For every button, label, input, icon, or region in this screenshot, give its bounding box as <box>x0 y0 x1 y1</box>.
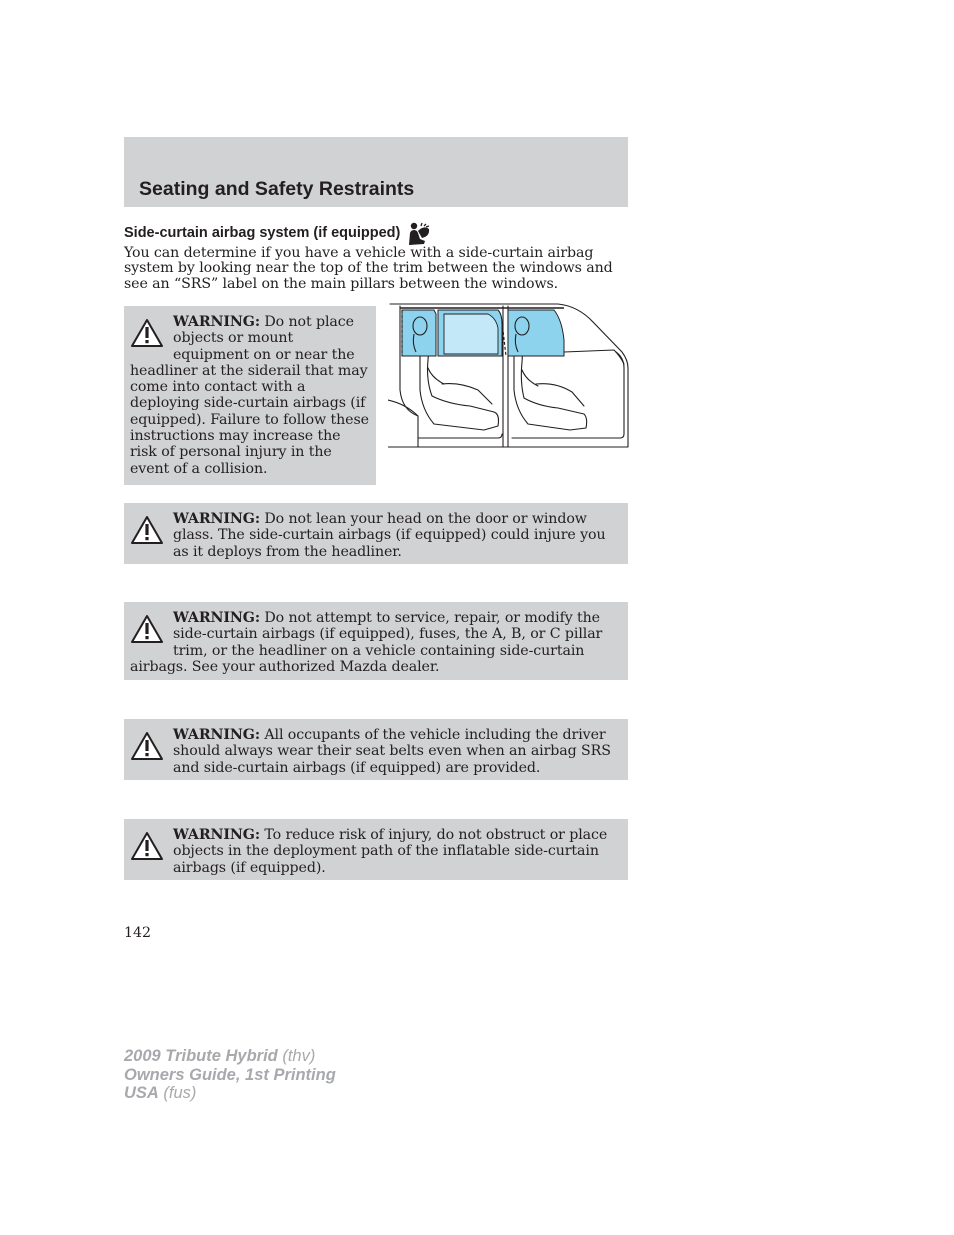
warning-box-4 <box>124 719 628 780</box>
warning-label: WARNING: <box>173 727 260 743</box>
footer-line-1 <box>124 1047 336 1066</box>
footer-line-3 <box>124 1084 336 1103</box>
warning-triangle-icon <box>130 831 164 861</box>
warning-triangle-icon <box>130 515 164 545</box>
warning-text-3 <box>130 610 622 675</box>
header-band <box>124 137 628 207</box>
section-heading <box>124 219 431 247</box>
warning-box-5 <box>124 819 628 880</box>
warning-body: All occupants of the vehicle including the driver should always wear their seat belts even when an airbag SRS and side-curtain airbags (if equipped) are provided. <box>173 727 611 776</box>
airbag-warning-icon <box>405 220 431 246</box>
footer-edition: Owners Guide, 1st Printing <box>124 1065 336 1084</box>
warning-box-2 <box>124 503 628 564</box>
footer-market-code: (fus) <box>158 1084 197 1102</box>
side-curtain-airbag-illustration <box>388 300 630 450</box>
warning-triangle-icon <box>130 318 164 348</box>
document-footer <box>124 1047 336 1103</box>
page-number: 142 <box>124 925 152 941</box>
warning-text-4 <box>130 727 622 776</box>
intro-paragraph: You can determine if you have a vehicle with a side-curtain airbag system by looking near the top of the trim between the windows and see an “SRS” label on the main pillars between the windows. <box>124 245 613 292</box>
warning-text-2 <box>130 511 622 560</box>
footer-market: USA <box>124 1084 159 1102</box>
warning-body: Do not lean your head on the door or window glass. The side-curtain airbags (if equipped) could injure you as it deploys from the headliner. <box>173 511 606 560</box>
warning-body: Do not attempt to service, repair, or modify the side-curtain airbags (if equipped), fuses, the A, B, or C pillar trim, or the headliner on a vehicle containing side-curtain airbags. See your authorized Mazda dealer. <box>130 610 603 675</box>
section-heading-text: Side-curtain airbag system (if equipped) <box>124 225 401 241</box>
warning-text-1 <box>130 314 371 477</box>
warning-triangle-icon <box>130 614 164 644</box>
footer-model-code: (thv) <box>277 1047 316 1065</box>
warning-box-3 <box>124 602 628 680</box>
footer-line-2 <box>124 1066 336 1085</box>
footer-model: 2009 Tribute Hybrid <box>124 1047 278 1065</box>
warning-label: WARNING: <box>173 314 260 330</box>
warning-triangle-icon <box>130 731 164 761</box>
warning-body: Do not place objects or mount equipment on or near the headliner at the siderail that may come into contact with a deploying side-curtain airbags (if equipped). Failure to follow these instructions may increase the risk of personal injury in the event of a collision. <box>130 314 369 477</box>
warning-label: WARNING: <box>173 511 260 527</box>
warning-body: To reduce risk of injury, do not obstruct or place objects in the deployment path of the inflatable side-curtain airbags (if equipped). <box>173 827 608 876</box>
chapter-title: Seating and Safety Restraints <box>139 178 415 200</box>
warning-text-5 <box>130 827 622 876</box>
warning-label: WARNING: <box>173 827 260 843</box>
warning-label: WARNING: <box>173 610 260 626</box>
warning-box-1 <box>124 306 376 485</box>
